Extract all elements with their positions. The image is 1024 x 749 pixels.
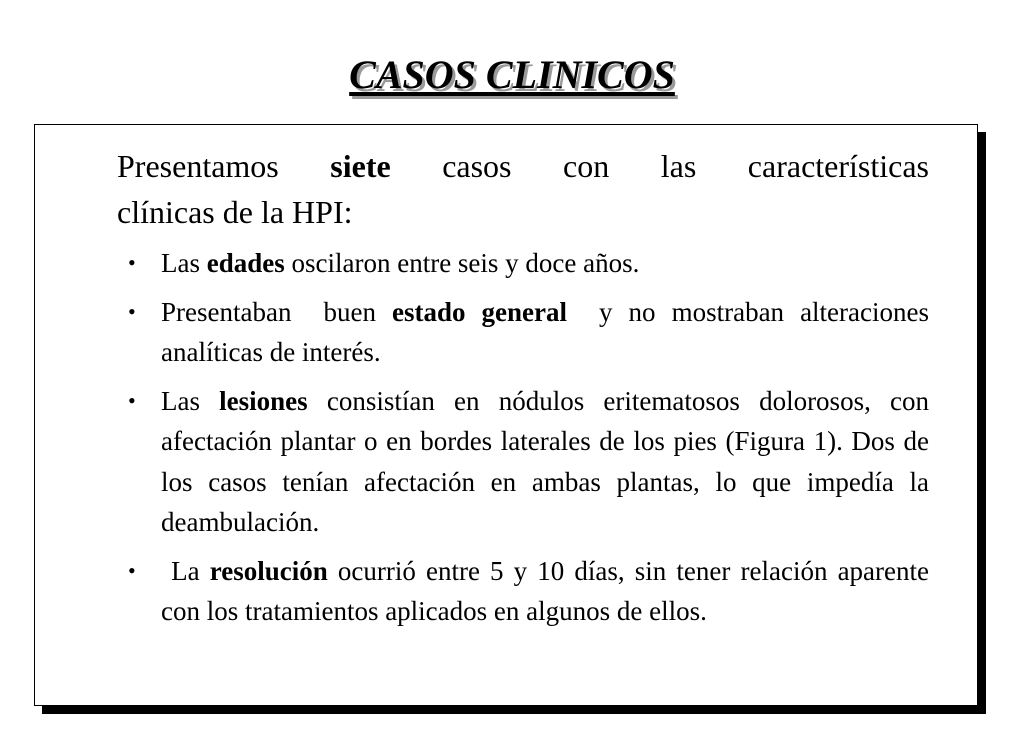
slide-title: CASOS CLINICOS bbox=[349, 52, 675, 97]
bullet-post: consistían en nódulos eritematosos dolorosos, con afectación plantar o en bordes laterales de los pies (Figura 1). Dos de los casos tenían afectación en ambas plantas, lo que impedía la deambulación. bbox=[161, 385, 929, 537]
intro-prefix: Presentamos bbox=[117, 148, 331, 184]
list-item bbox=[35, 381, 929, 543]
intro-paragraph bbox=[117, 143, 929, 235]
bullet-pre: Las bbox=[161, 385, 220, 416]
bullet-pre: Presentaban buen bbox=[161, 296, 392, 327]
intro-bold-count: siete bbox=[330, 148, 391, 184]
list-item bbox=[35, 243, 929, 284]
list-item bbox=[35, 292, 936, 373]
bullet-icon: • bbox=[128, 298, 136, 324]
bullet-post: y no mostraban alteraciones analíticas de interés. bbox=[161, 296, 936, 367]
bullet-keyword: resolución bbox=[209, 555, 328, 586]
bullet-keyword: lesiones bbox=[219, 385, 308, 416]
bullet-list bbox=[35, 243, 936, 640]
intro-line-2: clínicas de la HPI: bbox=[117, 194, 353, 230]
bullet-pre: La bbox=[161, 555, 210, 586]
list-item bbox=[35, 551, 929, 632]
bullet-post: ocurrió entre 5 y 10 días, sin tener relación aparente con los tratamientos aplicados en algunos de ellos. bbox=[161, 555, 930, 626]
bullet-keyword: edades bbox=[206, 248, 285, 278]
bullet-keyword: estado general bbox=[392, 296, 567, 327]
bullet-post: oscilaron entre seis y doce años. bbox=[284, 248, 640, 278]
content-box bbox=[34, 124, 978, 706]
bullet-icon: • bbox=[128, 387, 136, 413]
bullet-icon: • bbox=[128, 250, 136, 275]
bullet-icon: • bbox=[128, 557, 136, 583]
intro-line-1 bbox=[117, 143, 929, 189]
intro-suffix: casos con las características bbox=[390, 148, 929, 184]
bullet-pre: Las bbox=[161, 248, 207, 278]
